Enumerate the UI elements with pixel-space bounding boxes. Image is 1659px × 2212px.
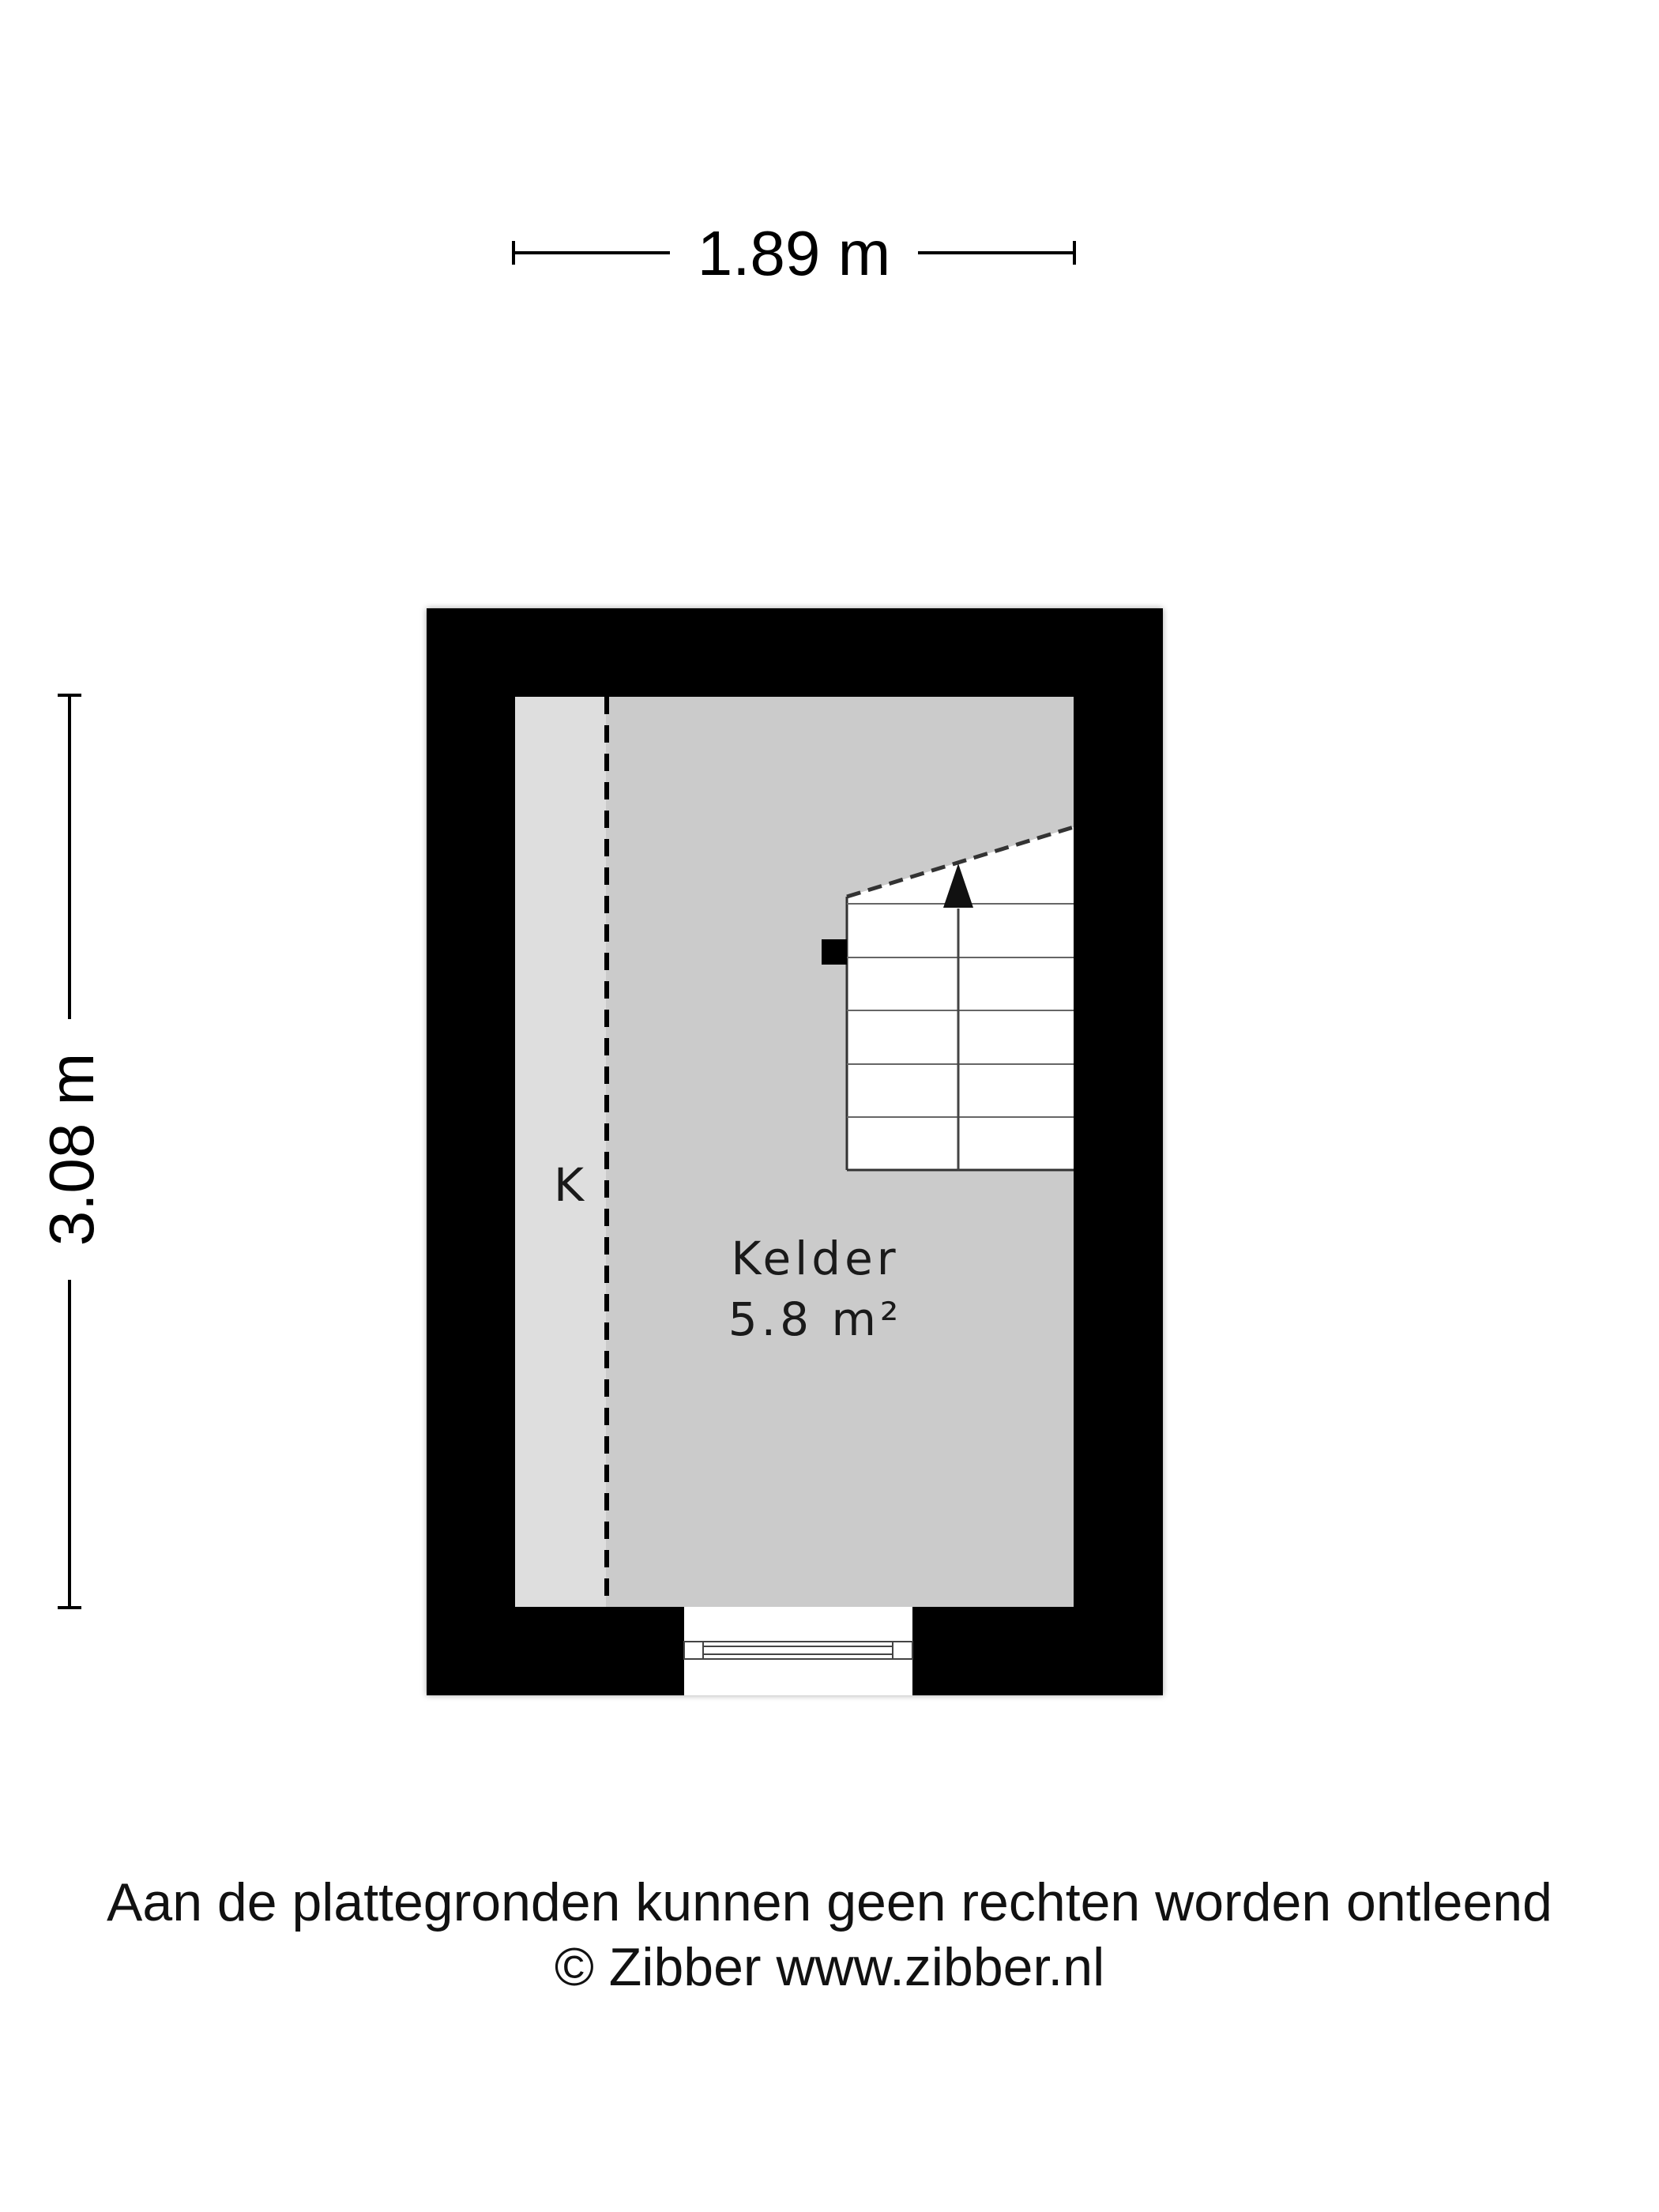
disclaimer-text: Aan de plattegronden kunnen geen rechten worden ontleend <box>107 1872 1552 1932</box>
room-area: 5.8 m² <box>728 1292 903 1346</box>
height-dimension <box>36 695 107 1608</box>
room-name: Kelder <box>731 1232 900 1285</box>
copyright-text: © Zibber www.zibber.nl <box>554 1937 1105 1997</box>
square-marker-icon <box>822 939 847 965</box>
width-dimension-label: 1.89 m <box>697 218 891 288</box>
width-dimension <box>514 218 1074 288</box>
zone-label: K <box>553 1158 585 1212</box>
door-opening <box>684 1607 912 1695</box>
low-ceiling-zone <box>515 697 606 1607</box>
height-dimension-label: 3.08 m <box>36 1052 107 1247</box>
